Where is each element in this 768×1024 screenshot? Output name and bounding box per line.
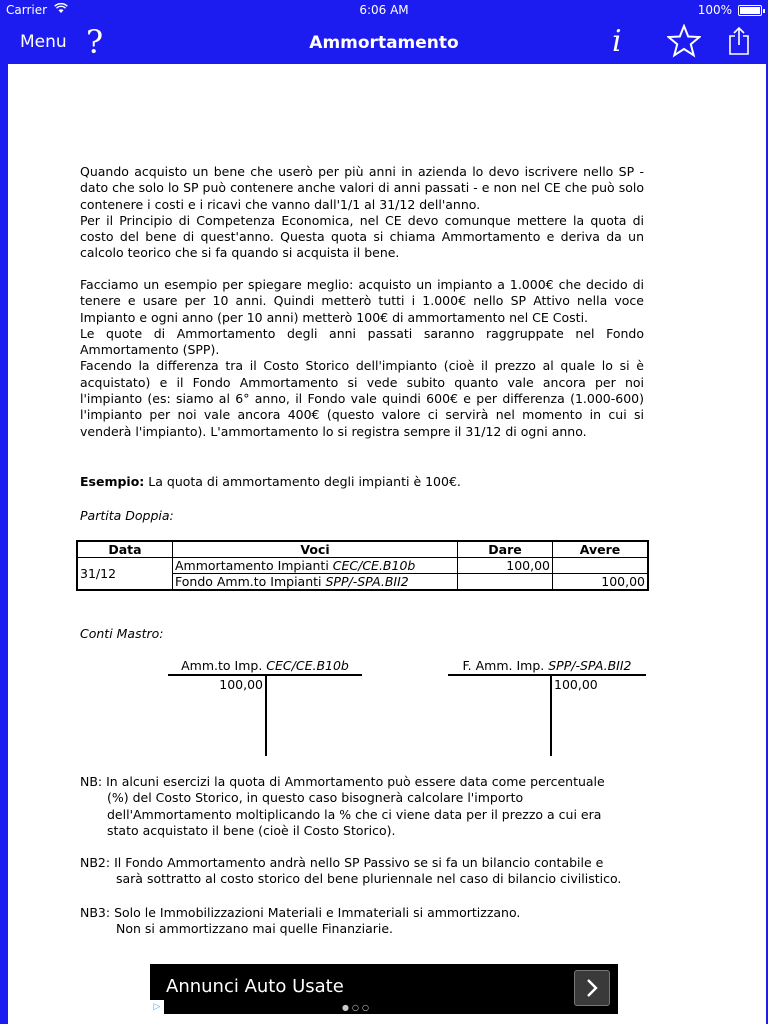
note-line: Non si ammortizzano mai quelle Finanziarie. xyxy=(116,921,394,937)
note-nb xyxy=(80,774,660,839)
esempio-text: La quota di ammortamento degli impianti è 100€. xyxy=(144,474,461,489)
column-header: Data xyxy=(77,541,173,558)
note-line: stato acquistato il bene (cioè il Costo Storico). xyxy=(107,822,396,838)
menu-button[interactable]: Menu xyxy=(20,32,67,52)
column-header: Voci xyxy=(173,541,458,558)
journal-header-row xyxy=(77,541,648,558)
example-paragraph: Facciamo un esempio per spiegare meglio: acquisto un impianto a 1.000€ che decido di tenere e usare per 10 anni. Quindi metterò tutti i 1.000€ nello SP Attivo nella voce Impianto e ogni anno (per 10 anni) metterò 100€ di ammortamento nel CE Costi. xyxy=(80,277,644,325)
table-row xyxy=(77,558,648,574)
column-header: Avere xyxy=(553,541,649,558)
note-line: (%) del Costo Storico, in questo caso bisognerà calcolare l'importo xyxy=(107,790,524,806)
nav-bar xyxy=(0,22,768,64)
example-paragraph: Facendo la differenza tra il Costo Storico dell'impianto (cioè il prezzo al quale lo si è acquistato) e il Fondo Ammortamento si vede subito quanto vale ancora per noi l'impianto (es: siamo al 6° anno, il Fondo vale quindi 600€ e per differenza (1.000-600) l'impianto per noi vale ancora 400€ (questo valore ci servirà nel momento in cui si venderà l'impianto). L'ammortamento lo si registra sempre il 31/12 di ogni anno. xyxy=(80,358,644,439)
t-account-divider xyxy=(550,675,552,756)
intro-paragraph: Per il Principio di Competenza Economica, nel CE devo comunque mettere la quota di costo del bene di quest'anno. Questa quota si chiama Ammortamento e deriva da un calcolo teorico che si fa quando si acquista il bene. xyxy=(80,212,644,261)
date-cell: 31/12 xyxy=(77,558,173,591)
t-account-title: Amm.to Imp. CEC/CE.B10b xyxy=(168,658,362,676)
page-title: Ammortamento xyxy=(309,33,459,53)
adchoices-icon[interactable]: ▷ xyxy=(150,1000,164,1014)
note-line: sarà sottratto al costo storico del bene pluriennale nel caso di bilancio civilistico. xyxy=(116,871,622,887)
chevron-right-icon[interactable] xyxy=(574,970,610,1006)
star-icon[interactable] xyxy=(667,24,701,62)
column-header: Dare xyxy=(458,541,553,558)
battery-percent: 100% xyxy=(697,3,732,17)
ad-banner[interactable] xyxy=(150,964,618,1014)
ad-text[interactable]: Annunci Auto Usate xyxy=(166,976,344,997)
share-icon[interactable] xyxy=(728,26,750,60)
conti-mastro-label: Conti Mastro: xyxy=(80,626,164,641)
t-account-divider xyxy=(265,675,267,756)
voce-cell: Ammortamento Impianti CEC/CE.B10b xyxy=(173,558,458,574)
note-nb3 xyxy=(80,905,660,938)
esempio-line xyxy=(80,474,644,490)
note-line: NB: In alcuni esercizi la quota di Ammortamento può essere data come percentuale xyxy=(80,774,605,789)
intro-paragraph: Quando acquisto un bene che userò per più anni in azienda lo devo iscrivere nello SP - dato che solo lo SP può contenere anche valori di anni passati - e non nel CE che può solo contenere i costi e i ricavi che vanno dall'1/1 al 31/12 dell'anno. xyxy=(80,164,644,212)
document-page xyxy=(8,64,766,1024)
avere-cell: 100,00 xyxy=(553,574,649,591)
note-line: NB2: Il Fondo Ammortamento andrà nello SP Passivo se si fa un bilancio contabile e xyxy=(80,855,604,870)
help-button[interactable]: ? xyxy=(86,23,104,61)
status-bar xyxy=(0,0,768,22)
ad-pager-dots: ●○○ xyxy=(342,1003,372,1012)
t-account-dare: 100,00 xyxy=(219,677,263,692)
note-nb2 xyxy=(80,855,660,888)
t-account-avere: 100,00 xyxy=(554,677,598,692)
esempio-label: Esempio: xyxy=(80,474,145,489)
voce-cell: Fondo Amm.to Impianti SPP/-SPA.BII2 xyxy=(173,574,458,591)
info-button[interactable]: i xyxy=(612,24,622,59)
t-account xyxy=(448,658,646,758)
journal-table xyxy=(76,540,649,591)
t-account-title: F. Amm. Imp. SPP/-SPA.BII2 xyxy=(448,658,646,676)
dare-cell xyxy=(458,574,553,591)
note-line: dell'Ammortamento moltiplicando la % che ci viene data per il prezzo a cui era xyxy=(107,806,602,822)
battery-icon xyxy=(738,5,762,16)
carrier-label: Carrier xyxy=(6,3,48,17)
intro-text xyxy=(80,164,644,262)
partita-doppia-label: Partita Doppia: xyxy=(80,508,174,523)
example-paragraph: Le quote di Ammortamento degli anni passati saranno raggruppate nel Fondo Ammortamento (SPP). xyxy=(80,325,644,358)
example-text xyxy=(80,277,644,440)
clock: 6:06 AM xyxy=(359,3,409,17)
t-account xyxy=(168,658,362,758)
dare-cell: 100,00 xyxy=(458,558,553,574)
note-line: NB3: Solo le Immobilizzazioni Materiali e Immateriali si ammortizzano. xyxy=(80,905,521,920)
avere-cell xyxy=(553,558,649,574)
